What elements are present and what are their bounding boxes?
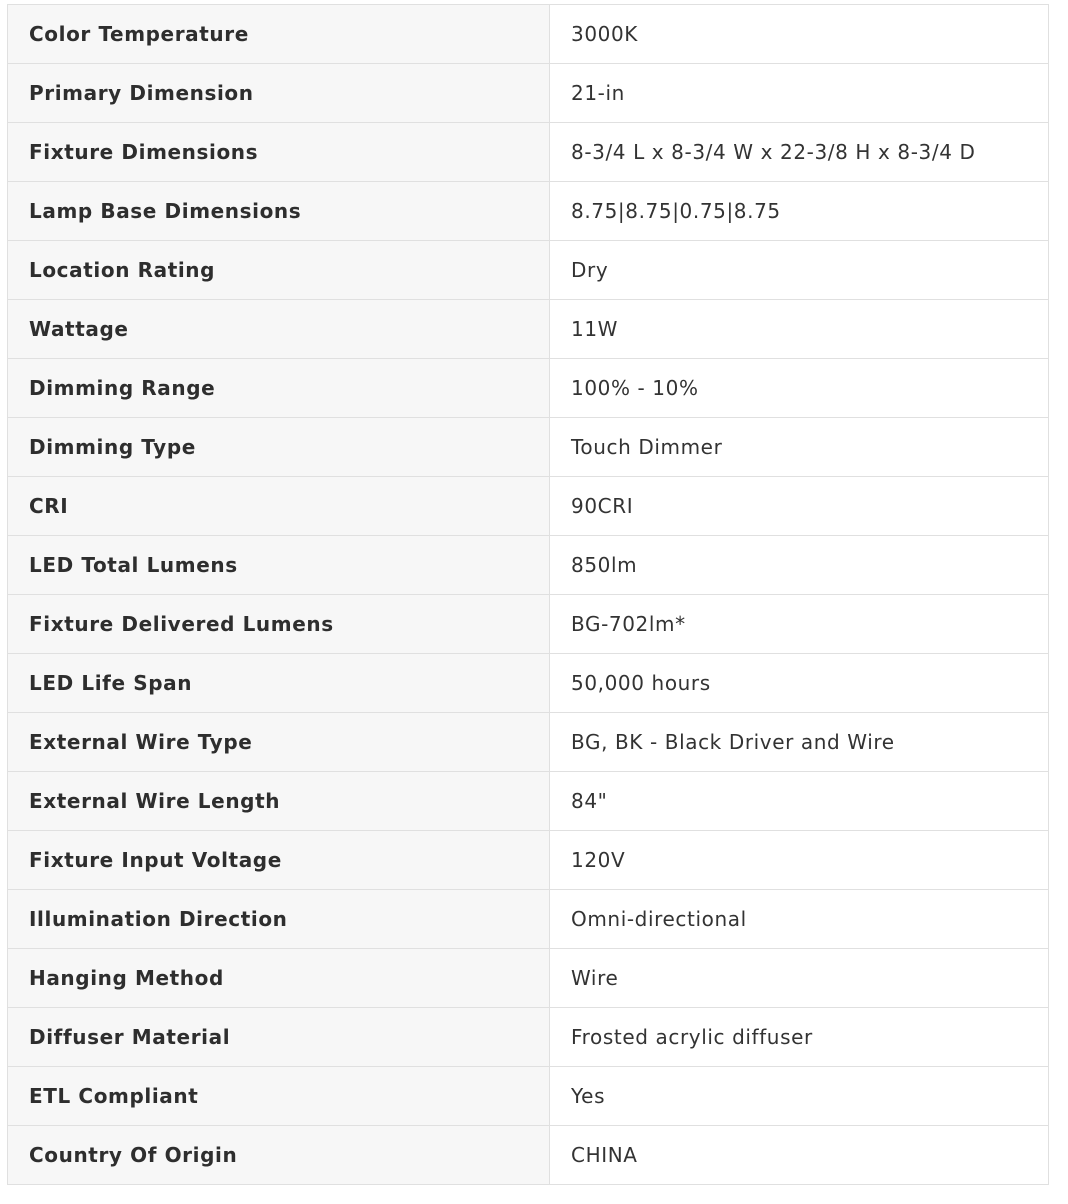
- spec-row-fixture-dimensions: [8, 123, 1049, 182]
- specifications-table-body: [8, 5, 1049, 1185]
- spec-label: External Wire Type: [8, 713, 550, 772]
- spec-row-dimming-range: [8, 359, 1049, 418]
- spec-value: BG-702lm*: [550, 595, 1049, 654]
- spec-value: Omni-directional: [550, 890, 1049, 949]
- spec-row-fixture-input-voltage: [8, 831, 1049, 890]
- spec-value: 50,000 hours: [550, 654, 1049, 713]
- spec-label: Lamp Base Dimensions: [8, 182, 550, 241]
- spec-row-cri: [8, 477, 1049, 536]
- spec-label: Hanging Method: [8, 949, 550, 1008]
- spec-row-led-total-lumens: [8, 536, 1049, 595]
- spec-value: 120V: [550, 831, 1049, 890]
- spec-label: Dimming Type: [8, 418, 550, 477]
- spec-value: 8.75|8.75|0.75|8.75: [550, 182, 1049, 241]
- spec-value: 8-3/4 L x 8-3/4 W x 22-3/8 H x 8-3/4 D: [550, 123, 1049, 182]
- spec-row-lamp-base-dimensions: [8, 182, 1049, 241]
- spec-row-location-rating: [8, 241, 1049, 300]
- spec-value: Touch Dimmer: [550, 418, 1049, 477]
- spec-label: LED Total Lumens: [8, 536, 550, 595]
- spec-label: Fixture Dimensions: [8, 123, 550, 182]
- spec-value: 90CRI: [550, 477, 1049, 536]
- spec-row-color-temperature: [8, 5, 1049, 64]
- spec-label: Wattage: [8, 300, 550, 359]
- spec-value: CHINA: [550, 1126, 1049, 1185]
- spec-row-fixture-delivered-lumens: [8, 595, 1049, 654]
- spec-row-diffuser-material: [8, 1008, 1049, 1067]
- spec-value: 850lm: [550, 536, 1049, 595]
- spec-value: 3000K: [550, 5, 1049, 64]
- spec-label: Diffuser Material: [8, 1008, 550, 1067]
- spec-row-primary-dimension: [8, 64, 1049, 123]
- spec-value: Dry: [550, 241, 1049, 300]
- spec-row-illumination-direction: [8, 890, 1049, 949]
- spec-label: Country Of Origin: [8, 1126, 550, 1185]
- spec-value: Frosted acrylic diffuser: [550, 1008, 1049, 1067]
- spec-label: Primary Dimension: [8, 64, 550, 123]
- spec-row-dimming-type: [8, 418, 1049, 477]
- spec-row-external-wire-length: [8, 772, 1049, 831]
- spec-value: 11W: [550, 300, 1049, 359]
- spec-label: Fixture Delivered Lumens: [8, 595, 550, 654]
- spec-label: Color Temperature: [8, 5, 550, 64]
- spec-label: Illumination Direction: [8, 890, 550, 949]
- spec-label: ETL Compliant: [8, 1067, 550, 1126]
- spec-value: 84": [550, 772, 1049, 831]
- spec-row-wattage: [8, 300, 1049, 359]
- spec-value: 21-in: [550, 64, 1049, 123]
- spec-row-etl-compliant: [8, 1067, 1049, 1126]
- spec-value: Yes: [550, 1067, 1049, 1126]
- spec-value: 100% - 10%: [550, 359, 1049, 418]
- spec-row-country-of-origin: [8, 1126, 1049, 1185]
- spec-label: Fixture Input Voltage: [8, 831, 550, 890]
- spec-label: External Wire Length: [8, 772, 550, 831]
- spec-value: BG, BK - Black Driver and Wire: [550, 713, 1049, 772]
- spec-row-led-life-span: [8, 654, 1049, 713]
- specifications-table: [7, 4, 1049, 1185]
- spec-row-hanging-method: [8, 949, 1049, 1008]
- spec-row-external-wire-type: [8, 713, 1049, 772]
- spec-value: Wire: [550, 949, 1049, 1008]
- spec-label: LED Life Span: [8, 654, 550, 713]
- spec-label: Location Rating: [8, 241, 550, 300]
- spec-label: Dimming Range: [8, 359, 550, 418]
- spec-label: CRI: [8, 477, 550, 536]
